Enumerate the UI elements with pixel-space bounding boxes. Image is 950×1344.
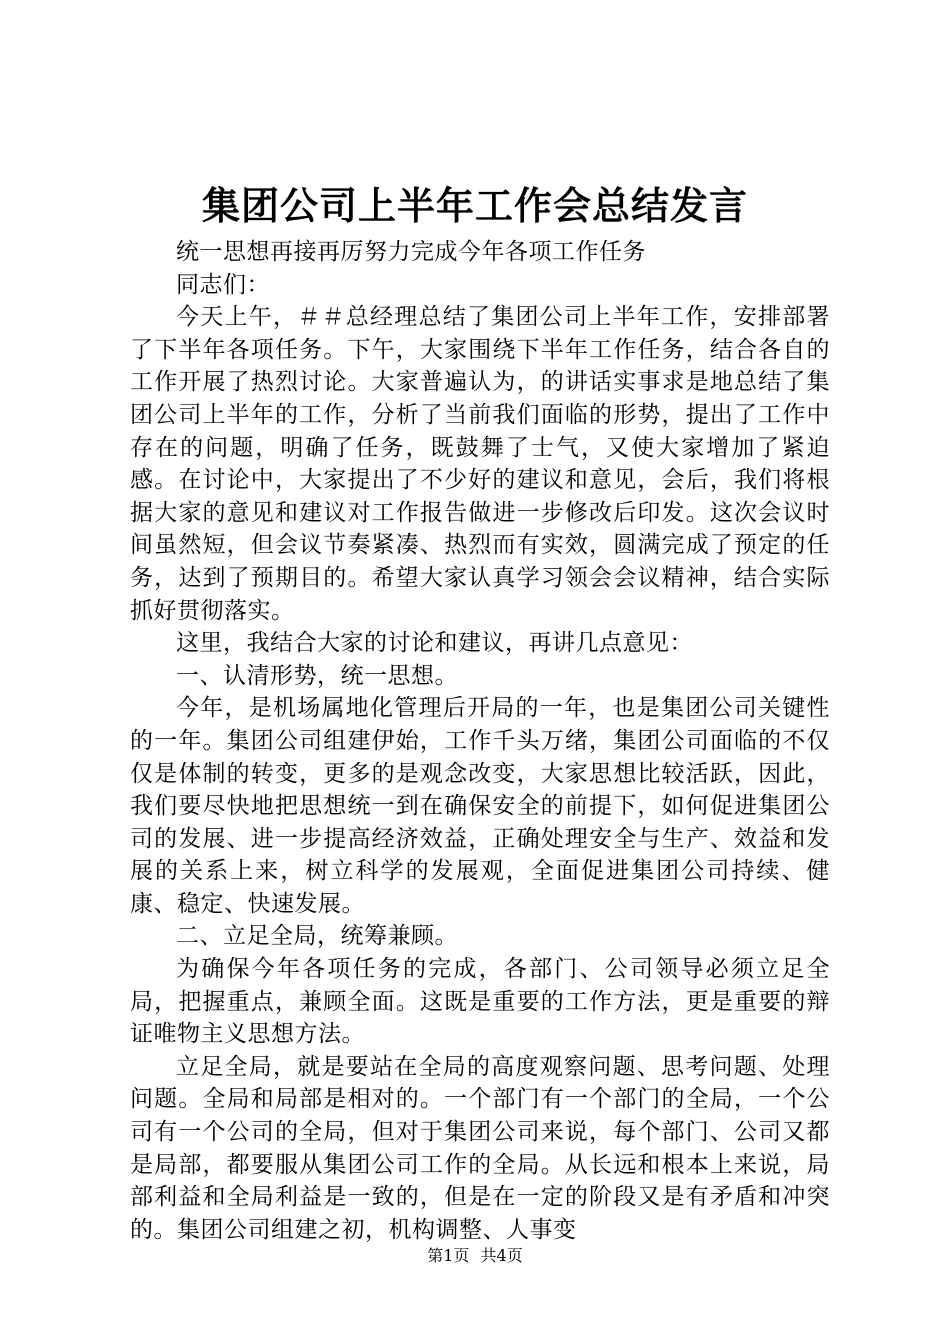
page-total: 共4页 [480, 1246, 523, 1265]
body-paragraph: 今年，是机场属地化管理后开局的一年，也是集团公司关键性的一年。集团公司组建伊始，工作千头万绪，集团公司面临的不仅仅是体制的转变，更多的是观念改变，大家思想比较活跃，因此，我们要尽快地把思想统一到在确保安全的前提下，如何促进集团公司的发展、进一步提高经济效益，正确处理安全与生产、效益和发展的关系上来，树立科学的发展观，全面促进集团公司持续、健康、稳定、快速发展。 [130, 695, 830, 917]
document-title: 集团公司上半年工作会总结发言 [201, 183, 748, 228]
body-paragraph: 这里，我结合大家的讨论和建议，再讲几点意见： [176, 630, 693, 657]
body-paragraph: 为确保今年各项任务的完成，各部门、公司领导必须立足全局，把握重点，兼顾全面。这既是重要的工作方法，更是重要的辩证唯物主义思想方法。 [130, 956, 830, 1048]
body-paragraph: 立足全局，就是要站在全局的高度观察问题、思考问题、处理问题。全局和局部是相对的。一个部门有一个部门的全局，一个公司有一个公司的全局，但对于集团公司来说，每个部门、公司又都是局部，都要服从集团公司工作的全局。从长远和根本上来说，局部利益和全局利益是一致的，但是在一定的阶段又是有矛盾和冲突的。集团公司组建之初，机构调整、人事变 [130, 1053, 830, 1243]
document-body [130, 236, 830, 1246]
salutation-paragraph: 同志们： [176, 271, 270, 298]
section-heading: 二、立足全局，统筹兼顾。 [176, 923, 458, 950]
body-paragraph: 今天上午，＃＃总经理总结了集团公司上半年工作，安排部署了下半年各项任务。下午，大家围绕下半年工作任务，结合各自的工作开展了热烈讨论。大家普遍认为，的讲话实事求是地总结了集团公司上半年的工作，分析了当前我们面临的形势，提出了工作中存在的问题，明确了任务，既鼓舞了士气，又使大家增加了紧迫感。在讨论中，大家提出了不少好的建议和意见，会后，我们将根据大家的意见和建议对工作报告做进一步修改后印发。这次会议时间虽然短，但会议节奏紧凑、热烈而有实效，圆满完成了预定的任务，达到了预期目的。希望大家认真学习领会会议精神，结合实际抓好贯彻落实。 [130, 304, 830, 624]
subtitle-paragraph: 统一思想再接再厉努力完成今年各项工作任务 [176, 239, 646, 265]
section-heading: 一、认清形势，统一思想。 [176, 662, 458, 689]
page-footer [0, 1244, 950, 1268]
page-number: 第1页 [427, 1246, 470, 1265]
